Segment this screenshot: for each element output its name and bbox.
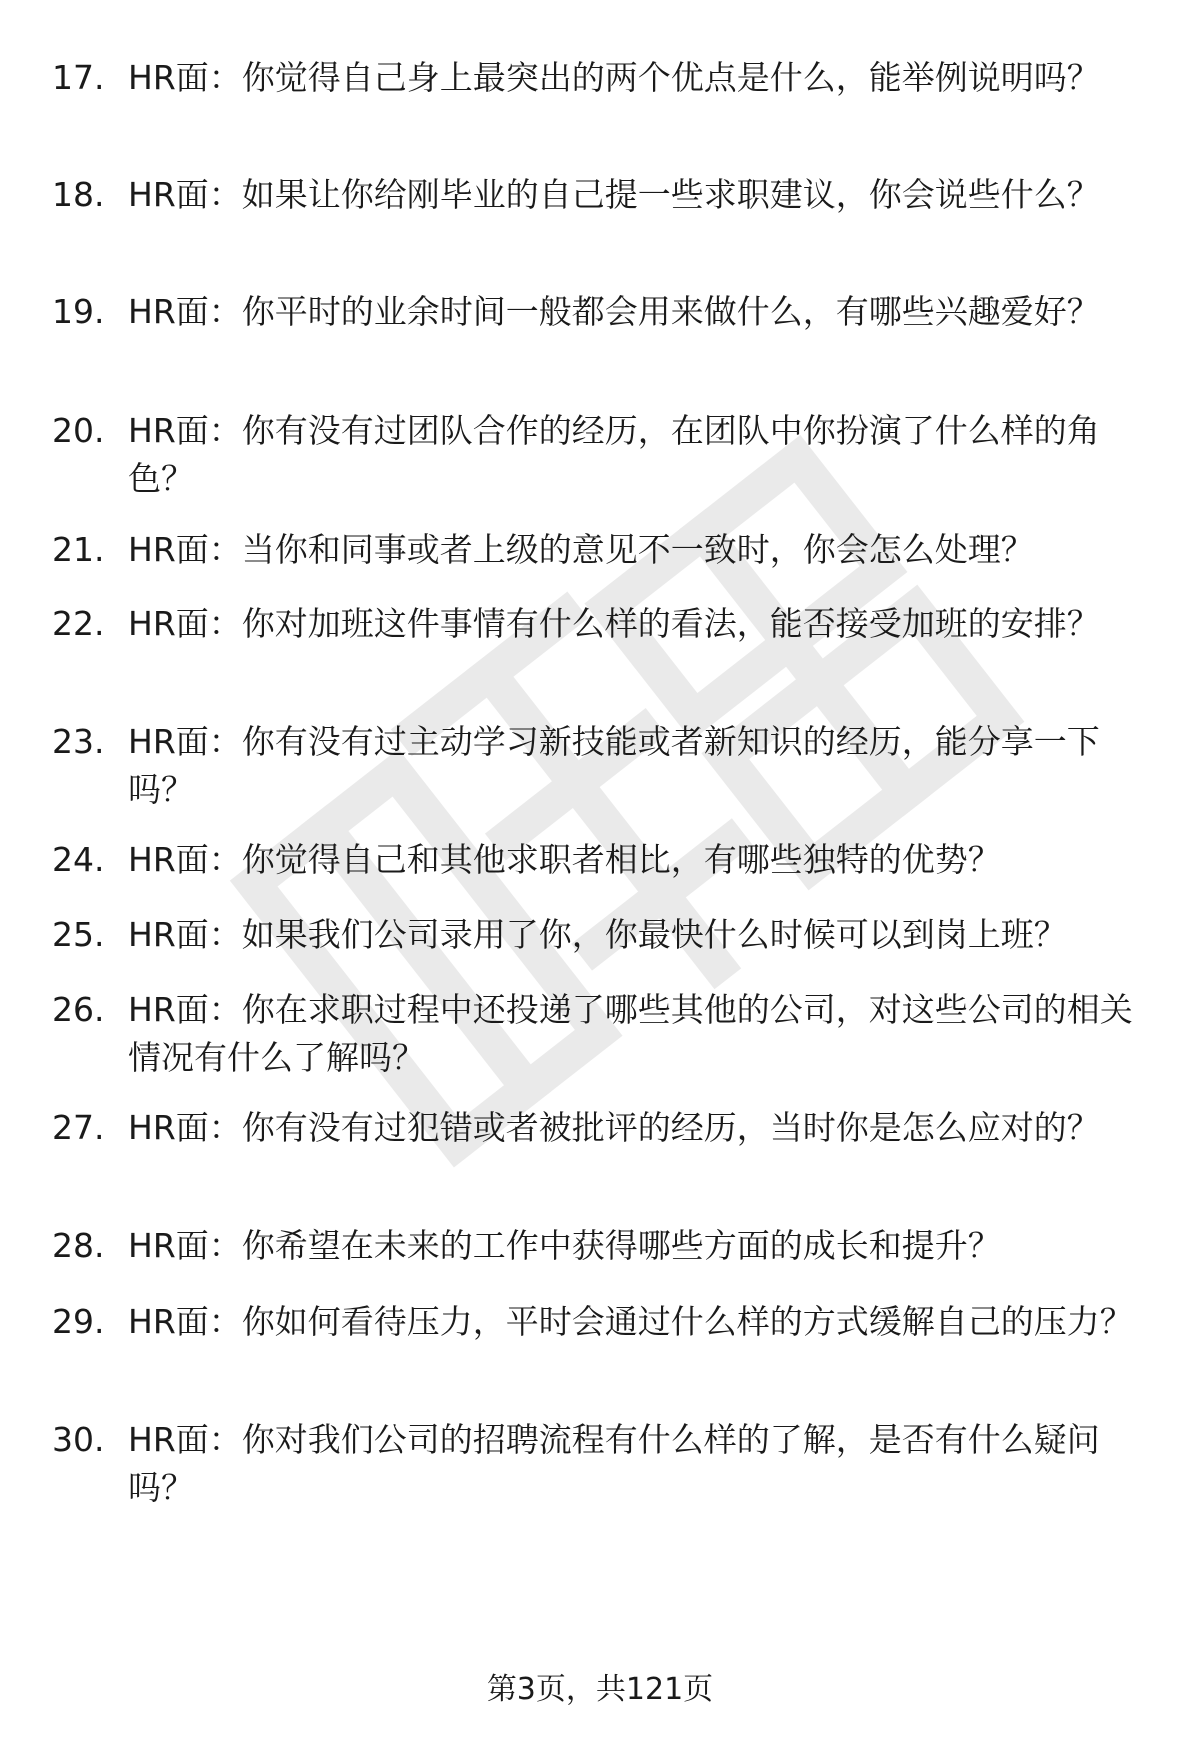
question-number: 25. [52,915,105,954]
question-text: HR面：如果我们公司录用了你，你最快什么时候可以到岗上班？ [128,915,1067,954]
question-number: 23. [52,722,105,761]
question-item-19 [0,288,1200,388]
question-number: 30. [52,1420,105,1459]
question-number: 29. [52,1302,105,1341]
question-item-29 [0,1298,1200,1398]
question-item-30 [0,1416,1200,1516]
question-text: HR面：你有没有过团队合作的经历，在团队中你扮演了什么样的角色？ [128,411,1100,498]
page-footer: 第3页，共121页 [486,1672,714,1707]
question-text: HR面：你有没有过犯错或者被批评的经历，当时你是怎么应对的？ [128,1108,1100,1147]
question-number: 24. [52,840,105,879]
question-number: 18. [52,175,105,214]
question-item-17 [0,54,1200,154]
question-number: 21. [52,530,105,569]
question-item-26 [0,986,1200,1086]
question-text: HR面：你平时的业余时间一般都会用来做什么，有哪些兴趣爱好？ [128,292,1100,331]
question-number: 20. [52,411,105,450]
question-number: 17. [52,58,105,97]
question-item-27 [0,1104,1200,1204]
question-text: HR面：当你和同事或者上级的意见不一致时，你会怎么处理？ [128,530,1034,569]
question-text: HR面：你有没有过主动学习新技能或者新知识的经历，能分享一下吗？ [128,722,1100,809]
question-text: HR面：你希望在未来的工作中获得哪些方面的成长和提升？ [128,1226,1001,1265]
question-item-23 [0,718,1200,818]
question-text: HR面：你觉得自己身上最突出的两个优点是什么，能举例说明吗？ [128,58,1100,97]
question-text: HR面：你如何看待压力，平时会通过什么样的方式缓解自己的压力？ [128,1302,1133,1341]
question-number: 27. [52,1108,105,1147]
question-text: HR面：你在求职过程中还投递了哪些其他的公司，对这些公司的相关情况有什么了解吗？ [128,990,1133,1077]
question-text: HR面：你觉得自己和其他求职者相比，有哪些独特的优势？ [128,840,1001,879]
question-number: 19. [52,292,105,331]
question-text: HR面：你对我们公司的招聘流程有什么样的了解，是否有什么疑问吗？ [128,1420,1100,1507]
question-text: HR面：如果让你给刚毕业的自己提一些求职建议，你会说些什么？ [128,175,1100,214]
question-item-18 [0,171,1200,271]
question-item-22 [0,600,1200,700]
question-text: HR面：你对加班这件事情有什么样的看法，能否接受加班的安排？ [128,604,1100,643]
question-number: 26. [52,990,105,1029]
question-number: 22. [52,604,105,643]
question-number: 28. [52,1226,105,1265]
question-item-20 [0,407,1200,507]
